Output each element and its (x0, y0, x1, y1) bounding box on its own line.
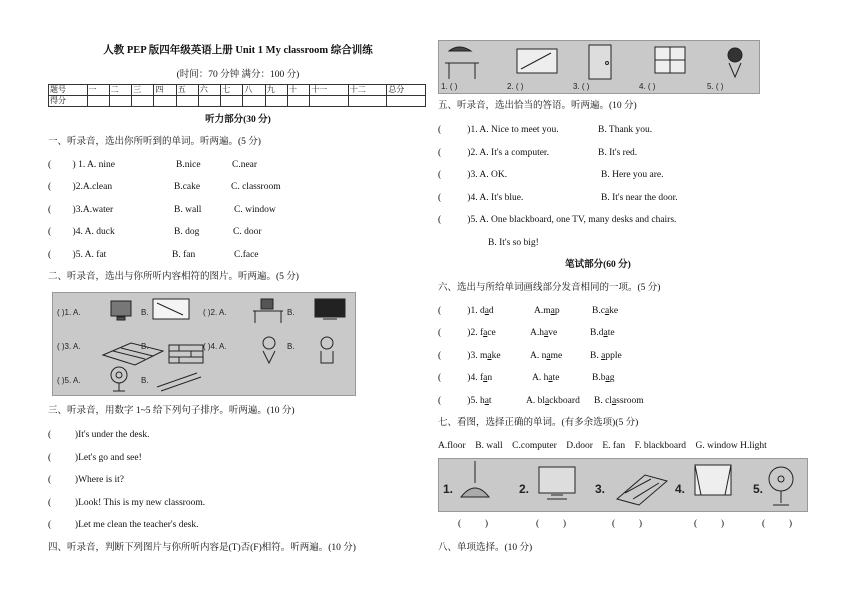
score-cell: 四 (154, 85, 176, 96)
score-cell: 十二 (348, 85, 387, 96)
tv-icon (315, 299, 345, 319)
s2-label: ( )5. A. (57, 376, 81, 385)
score-input-cell[interactable] (243, 96, 265, 107)
response-option-b: B. It's so big! (488, 238, 539, 248)
s2-label: B. (141, 342, 149, 351)
response-option-b: B. Here you are. (601, 170, 664, 180)
section7-title: 七、看图，选择正确的单词。(有多余选项)(5 分) (438, 418, 639, 428)
score-cell: 十 (288, 85, 310, 96)
section7-picture-strip (438, 458, 808, 512)
answer-blank[interactable]: ( ) (612, 519, 643, 529)
score-input-cell[interactable] (132, 96, 154, 107)
score-input-cell[interactable] (288, 96, 310, 107)
floor-icon (103, 343, 163, 365)
score-cell: 二 (109, 85, 131, 96)
score-table (48, 84, 426, 107)
girl-icon (728, 48, 742, 77)
response-option-b: B. It's red. (598, 148, 638, 158)
phonics-option-b: B.date (590, 328, 615, 338)
s4-label: 2. ( ) (507, 82, 524, 91)
s4-label: 3. ( ) (573, 82, 590, 91)
score-input-cell[interactable] (154, 96, 176, 107)
score-input-cell[interactable] (176, 96, 198, 107)
phonics-option-b: B.cake (592, 306, 619, 316)
question-number: ( ) 1. A. nine (48, 160, 116, 170)
response-option-b: B. It's near the door. (601, 193, 678, 203)
score-cell: 题号 (49, 85, 88, 96)
answer-blank[interactable]: ( ) (762, 519, 793, 529)
section2-illustrations (53, 293, 355, 395)
score-input-cell[interactable] (348, 96, 387, 107)
sentence-item: ( )Where is it? (48, 475, 124, 485)
ceiling-light-icon (461, 461, 489, 497)
score-cell: 得分 (49, 96, 88, 107)
light-tubes-icon (157, 373, 201, 391)
door-icon (589, 45, 611, 79)
score-input-cell[interactable] (87, 96, 109, 107)
score-cell: 六 (198, 85, 220, 96)
sentence-item: ( )Let me clean the teacher's desk. (48, 520, 199, 530)
s2-label: B. (141, 376, 149, 385)
window-icon (655, 47, 685, 73)
option-b: B.nice (176, 160, 201, 170)
phonics-option-a: A. name (530, 351, 563, 361)
question-number: ( )5. A. fat (48, 250, 107, 260)
answer-blank[interactable]: ( ) (458, 519, 489, 529)
s2-label: ( )1. A. (57, 308, 81, 317)
computer-icon (111, 301, 131, 320)
score-input-cell[interactable] (265, 96, 287, 107)
option-c: C. classroom (231, 182, 281, 192)
computer-icon (539, 467, 575, 499)
section4-illustrations (439, 41, 759, 93)
option-b: B.cake (174, 182, 201, 192)
s7-number: 1. (443, 482, 454, 496)
s7-number: 4. (675, 482, 686, 496)
score-input-cell[interactable] (221, 96, 243, 107)
fan-icon (111, 367, 127, 391)
phonics-option-a: A. hate (532, 373, 560, 383)
score-cell: 八 (243, 85, 265, 96)
desk-icon (253, 299, 283, 323)
option-c: C. door (233, 227, 262, 237)
response-option-a: ( )5. A. One blackboard, one TV, many desks and chairs. (438, 215, 677, 225)
page-subtitle: (时间：70 分钟 满分：100 分) (176, 70, 300, 80)
s2-label: ( )2. A. (203, 308, 227, 317)
fan-icon (769, 467, 793, 505)
answer-blank[interactable]: ( ) (536, 519, 567, 529)
question-number: ( )4. A. duck (48, 227, 115, 237)
phonics-option-b: B. apple (590, 351, 622, 361)
section6-title: 六、选出与所给单词画线部分发音相同的一项。(5 分) (438, 283, 661, 293)
phonics-option-b: B. classroom (594, 396, 644, 406)
blackboard-icon (517, 49, 557, 73)
phonics-question: ( )2. face (438, 328, 496, 338)
score-table-header-row (49, 85, 426, 96)
window-icon (695, 465, 731, 495)
response-option-b: B. Thank you. (598, 125, 653, 135)
section8-title: 八、单项选择。(10 分) (438, 543, 533, 553)
score-input-cell[interactable] (198, 96, 220, 107)
option-b: B. wall (174, 205, 202, 215)
score-input-cell[interactable] (310, 96, 349, 107)
page-title: 人教 PEP 版四年级英语上册 Unit 1 My classroom 综合训练 (103, 45, 373, 56)
option-c: C. window (234, 205, 276, 215)
sentence-item: ( )Look! This is my new classroom. (48, 498, 206, 508)
score-table-score-row (49, 96, 426, 107)
phonics-question: ( )5. hat (438, 396, 492, 406)
phonics-option-a: A.map (534, 306, 560, 316)
response-option-a: ( )2. A. It's a computer. (438, 148, 549, 158)
listening-heading: 听力部分(30 分) (205, 115, 271, 125)
option-b: B. dog (174, 227, 200, 237)
score-cell: 总分 (387, 85, 426, 96)
boy-icon (321, 337, 333, 363)
section7-illustrations (439, 459, 807, 511)
score-cell: 七 (221, 85, 243, 96)
s7-number: 3. (595, 482, 606, 496)
option-c: C.face (234, 250, 259, 260)
phonics-question: ( )1. dad (438, 306, 494, 316)
s4-label: 5. ( ) (707, 82, 724, 91)
score-cell: 三 (132, 85, 154, 96)
blackboard-icon (153, 299, 189, 319)
phonics-option-a: A.have (530, 328, 558, 338)
option-c: C.near (232, 160, 258, 170)
wall-icon (169, 345, 203, 363)
answer-blank[interactable]: ( ) (694, 519, 725, 529)
s2-label: B. (287, 342, 295, 351)
s2-label: ( )4. A. (203, 342, 227, 351)
option-b: B. fan (172, 250, 196, 260)
phonics-option-a: A. blackboard (526, 396, 580, 406)
score-cell: 一 (87, 85, 109, 96)
score-cell: 五 (176, 85, 198, 96)
response-option-a: ( )3. A. OK. (438, 170, 508, 180)
response-option-a: ( )4. A. It's blue. (438, 193, 524, 203)
s7-number: 5. (753, 482, 764, 496)
score-input-cell[interactable] (387, 96, 426, 107)
s2-label: B. (141, 308, 149, 317)
writing-heading: 笔试部分(60 分) (565, 260, 631, 270)
section4-title: 四、听录音，判断下列图片与你所听内容是(T)否(F)相符。听两遍。(10 分) (48, 543, 356, 553)
phonics-question: ( )3. make (438, 351, 501, 361)
section2-picture-panel (52, 292, 356, 396)
question-number: ( )3.A.water (48, 205, 114, 215)
section4-picture-strip (438, 40, 760, 94)
s4-label: 1. ( ) (441, 82, 458, 91)
section2-title: 二、听录音，选出与你所听内容相符的图片。听两遍。(5 分) (48, 272, 299, 282)
phonics-option-b: B.bag (592, 373, 615, 383)
floor-icon (617, 475, 667, 505)
word-bank: A.floor B. wall C.computer D.door E. fan F. blackboard G. window H.light (438, 441, 767, 451)
sentence-item: ( )It's under the desk. (48, 430, 150, 440)
section3-title: 三、听录音，用数字 1~5 给下列句子排序。听两遍。(10 分) (48, 406, 295, 416)
section5-title: 五、听录音，选出恰当的答语。听两遍。(10 分) (438, 101, 637, 111)
desk-lamp-icon (445, 47, 479, 79)
phonics-question: ( )4. fan (438, 373, 493, 383)
question-number: ( )2.A.clean (48, 182, 113, 192)
s4-label: 4. ( ) (639, 82, 656, 91)
response-option-a: ( )1. A. Nice to meet you. (438, 125, 559, 135)
score-cell: 十一 (310, 85, 349, 96)
s2-label: ( )3. A. (57, 342, 81, 351)
s2-label: B. (287, 308, 295, 317)
score-cell: 九 (265, 85, 287, 96)
s7-number: 2. (519, 482, 530, 496)
sentence-item: ( )Let's go and see! (48, 453, 142, 463)
girl-icon (263, 337, 275, 363)
section1-title: 一、听录音，选出你所听到的单词。听两遍。(5 分) (48, 137, 261, 147)
score-input-cell[interactable] (109, 96, 131, 107)
